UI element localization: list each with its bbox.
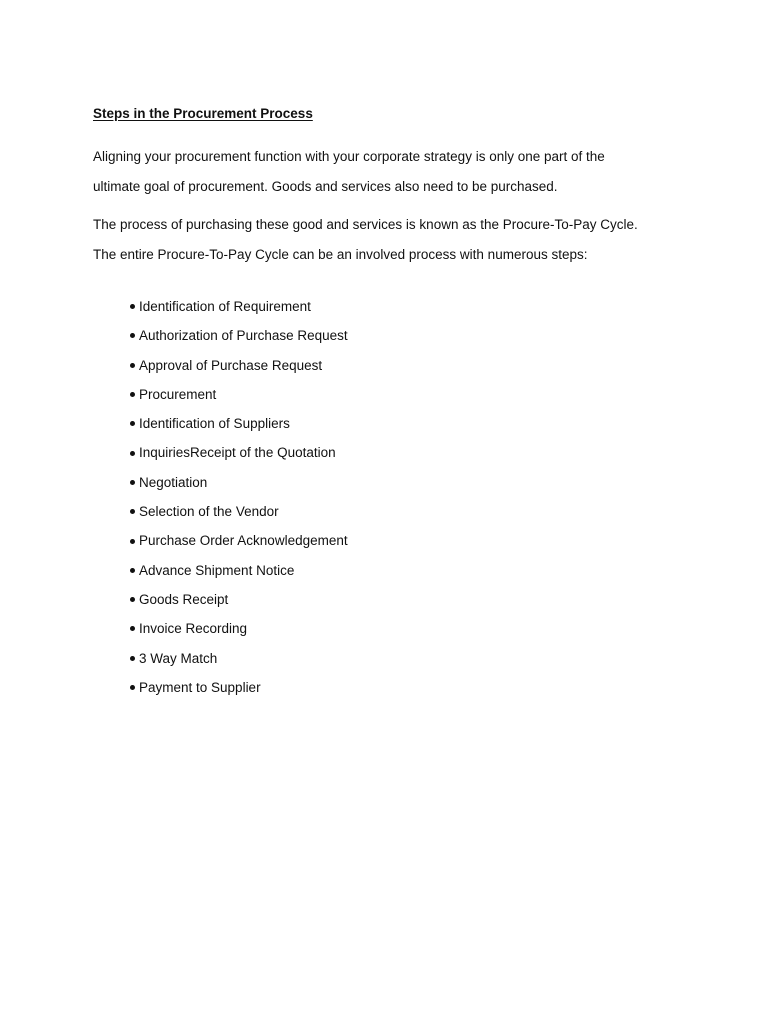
list-item [130, 673, 693, 702]
list-item [130, 438, 693, 467]
bullet-icon [130, 480, 135, 485]
bullet-icon [130, 421, 135, 426]
list-item-text: Advance Shipment Notice [139, 562, 295, 578]
list-item-text: Identification of Suppliers [139, 416, 290, 432]
list-item [130, 409, 693, 438]
paragraph-line: The process of purchasing these good and services is known as the Procure-To-Pay Cycle. [93, 217, 638, 232]
bullet-icon [130, 626, 135, 631]
list-item-text: Negotiation [139, 474, 208, 490]
list-item [130, 351, 693, 380]
paragraph-line: ultimate goal of procurement. Goods and services also need to be purchased. [93, 178, 558, 194]
list-item-text: Authorization of Purchase Request [139, 328, 348, 344]
list-item [130, 556, 693, 585]
paragraph-line: The entire Procure-To-Pay Cycle can be an involved process with numerous steps: [93, 246, 588, 262]
list-item-text: Identification of Requirement [139, 299, 311, 314]
list-item [130, 468, 693, 497]
list-item [130, 292, 693, 321]
paragraph-intro [93, 142, 693, 201]
list-item-text: Approval of Purchase Request [139, 357, 323, 373]
bullet-icon [130, 685, 135, 690]
list-item-text: InquiriesReceipt of the Quotation [139, 445, 336, 461]
list-item [130, 585, 693, 614]
bullet-icon [130, 392, 135, 397]
bullet-icon [130, 656, 135, 661]
list-item-text: 3 Way Match [139, 650, 218, 666]
list-item [130, 380, 693, 409]
list-item [130, 321, 693, 350]
list-item [130, 644, 693, 673]
steps-list [93, 292, 693, 702]
list-item [130, 614, 693, 643]
list-item [130, 526, 693, 555]
bullet-icon [130, 304, 135, 309]
list-item-text: Selection of the Vendor [139, 504, 279, 520]
paragraph-line: Aligning your procurement function with your corporate strategy is only one part of the [93, 149, 605, 164]
list-item [130, 497, 693, 526]
bullet-icon [130, 509, 135, 514]
list-item-text: Payment to Supplier [139, 679, 261, 695]
list-item-text: Purchase Order Acknowledgement [139, 533, 348, 549]
document-heading: Steps in the Procurement Process [93, 106, 313, 121]
bullet-icon [130, 597, 135, 602]
document-body [93, 104, 693, 702]
list-item-text: Goods Receipt [139, 591, 229, 607]
paragraph-procure-to-pay [93, 210, 693, 269]
bullet-icon [130, 539, 135, 544]
list-item-text: Procurement [139, 386, 217, 402]
bullet-icon [130, 568, 135, 573]
bullet-icon [130, 451, 135, 456]
bullet-icon [130, 363, 135, 368]
bullet-icon [130, 333, 135, 338]
list-item-text: Invoice Recording [139, 621, 248, 637]
